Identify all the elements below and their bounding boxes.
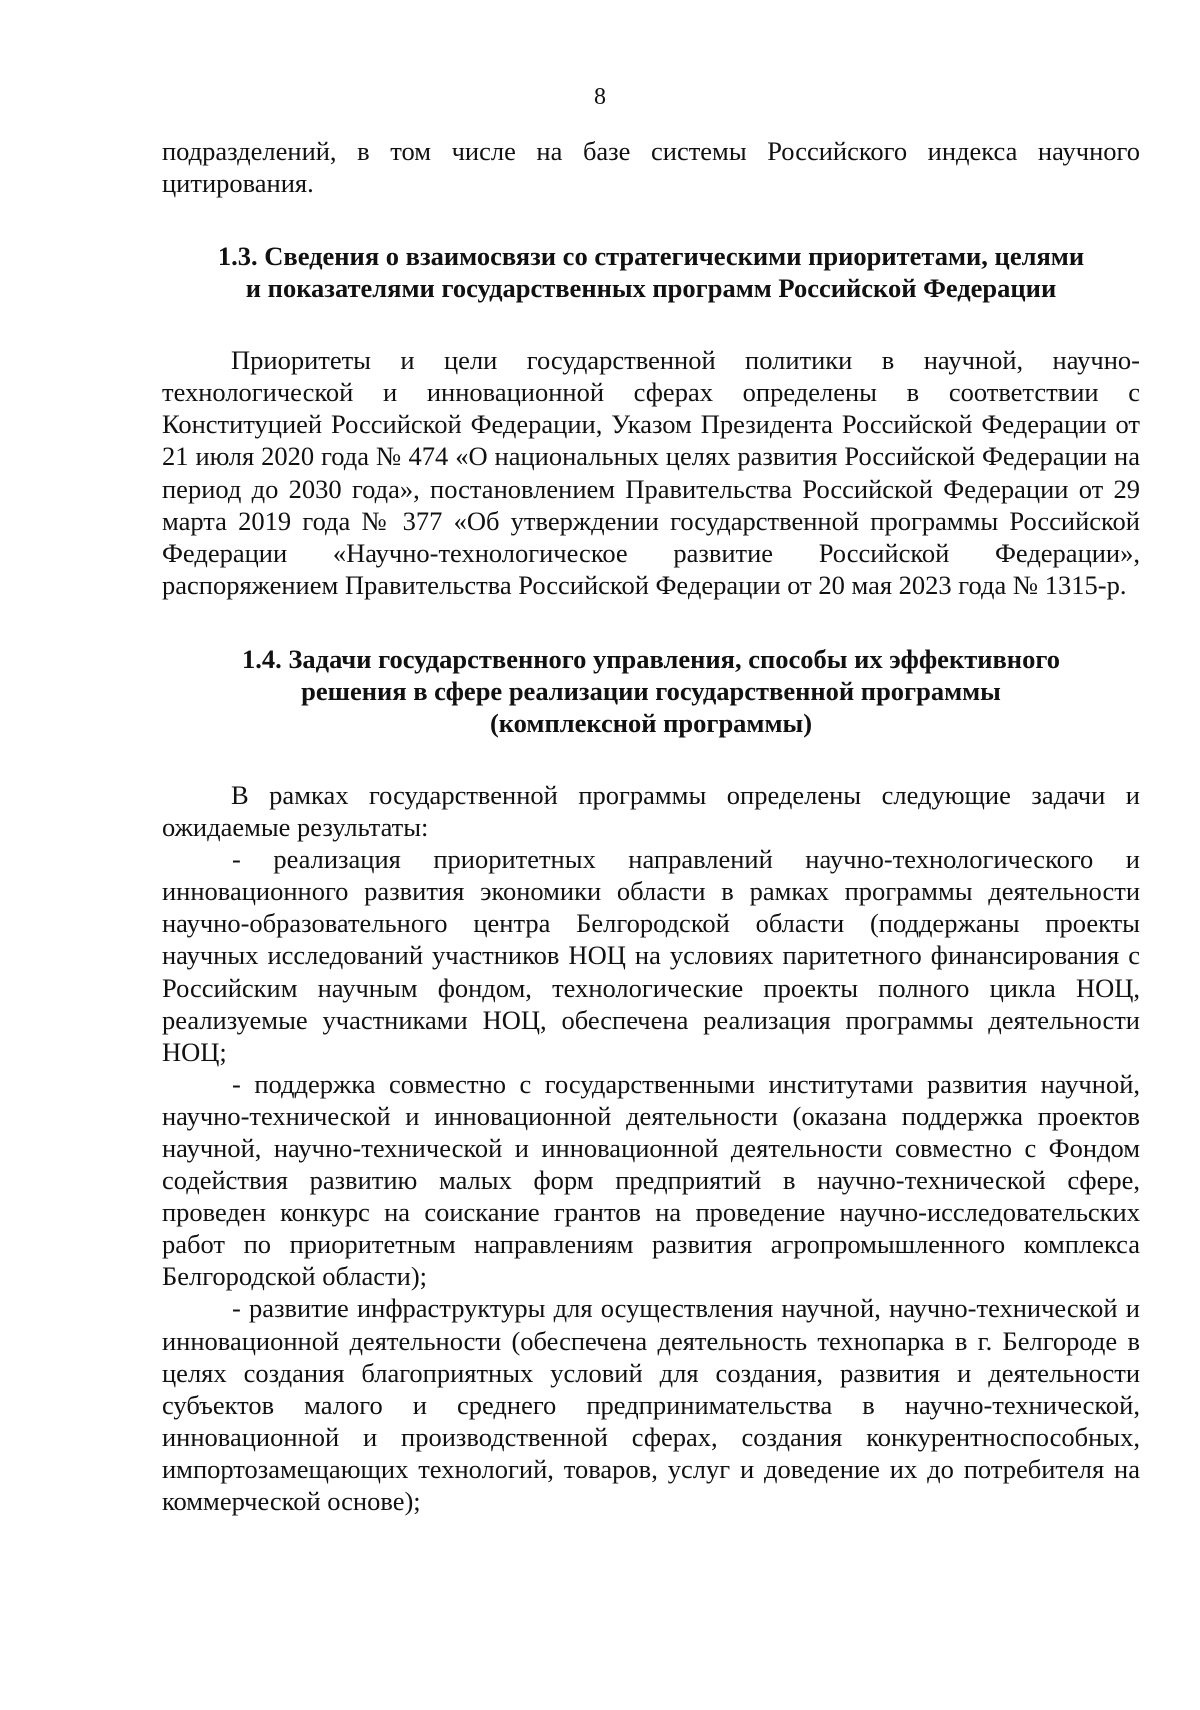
page-number: 8 (594, 84, 606, 110)
section-1-3-paragraph: Приоритеты и цели государственной политики в научной, научно-технологической и инновационной сферах определены в соответствии с Конституцией Российской Федерации, Указом Президента Российской Федерации от 21 июля 2020 года № 474 «О национальных целях развития Российской Федерации на период до 2030 года», постановлением Правительства Российской Федерации от 29 марта 2019 года № 377 «Об утверждении государственной программы Российской Федерации «Научно-технологическое развитие Российской Федерации», распоряжением Правительства Российской Федерации от 20 мая 2023 года № 1315-р. (162, 345, 1140, 600)
task-list-item: - поддержка совместно с государственными институтами развития научной, научно-технической и инновационной деятельности (оказана поддержка проектов научной, научно-технической и инновационной деятельности совместно с Фондом содействия развитию малых форм предприятий в научно-технической сфере, проведен конкурс на соискание грантов на проведение научно-исследовательских работ по приоритетным направлениям развития агропромышленного комплекса Белгородской области); (162, 1068, 1140, 1292)
task-list-item: - развитие инфраструктуры для осуществления научной, научно-технической и инновационной деятельности (обеспечена деятельность технопарка в г. Белгороде в целях создания благоприятных условий для создания, развития и деятельности субъектов малого и среднего предпринимательства в научно-технической, инновационной и производственной сферах, создания конкурентноспособных, импортозамещающих технологий, товаров, услуг и доведение их до потребителя на коммерческой основе); (162, 1293, 1140, 1516)
task-list-item: - реализация приоритетных направлений научно-технологического и инновационного развития экономики области в рамках программы деятельности научно-образовательного центра Белгородской области (поддержаны проекты научных исследований участников НОЦ на условиях паритетного финансирования с Российским научным фондом, технологические проекты полного цикла НОЦ, реализуемые участниками НОЦ, обеспечена реализация программы деятельности НОЦ; (162, 844, 1140, 1067)
section-1-3-heading (162, 240, 1140, 304)
section-1-3-heading-line-1: 1.3. Сведения о взаимосвязи со стратегическими приоритетами, целями (217, 241, 1085, 272)
section-1-4-intro: В рамках государственной программы определены следующие задачи и ожидаемые результаты: (162, 779, 1140, 843)
section-1-4-heading (162, 643, 1140, 739)
document-body (162, 135, 1140, 1517)
section-1-4-heading-line-2: решения в сфере реализации государственной программы (301, 675, 1001, 706)
section-1-3-heading-line-2: и показателями государственных программ Российской Федерации (245, 273, 1057, 304)
section-1-4-heading-line-1: 1.4. Задачи государственного управления, способы их эффективного (242, 643, 1060, 674)
section-1-4-heading-line-3: (комплексной программы) (489, 707, 813, 738)
continuation-paragraph: подразделений, в том числе на базе системы Российского индекса научного цитирования. (162, 136, 1140, 199)
